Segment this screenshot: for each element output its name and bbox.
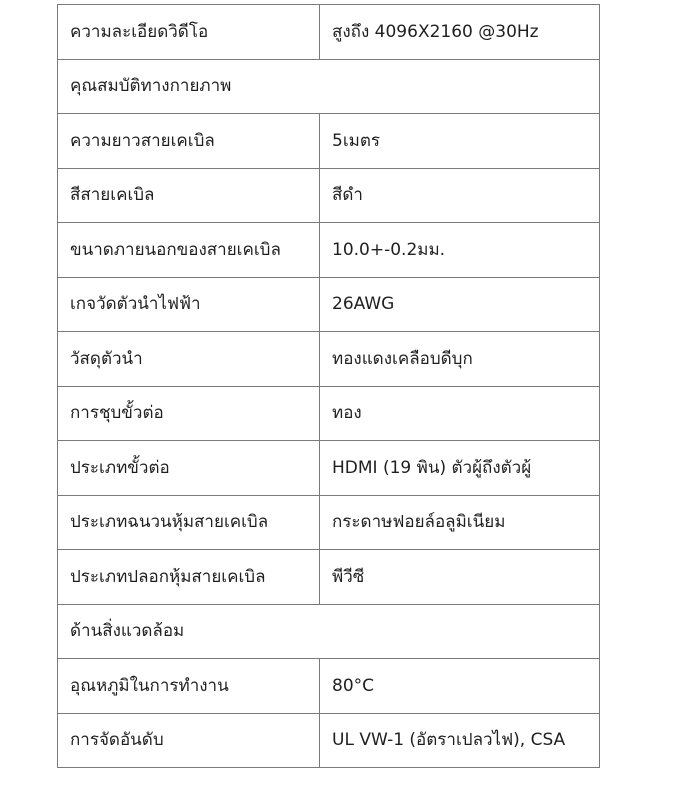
- spec-value: ทองแดงเคลือบดีบุก: [320, 332, 600, 387]
- section-heading: ด้านสิ่งแวดล้อม: [58, 604, 600, 659]
- spec-value: HDMI (19 พิน) ตัวผู้ถึงตัวผู้: [320, 441, 600, 496]
- spec-value: 5เมตร: [320, 114, 600, 169]
- table-row: [58, 168, 600, 223]
- spec-value: 10.0+-0.2มม.: [320, 223, 600, 278]
- spec-table: [57, 4, 600, 768]
- spec-value: 26AWG: [320, 277, 600, 332]
- spec-value: พีวีซี: [320, 550, 600, 605]
- spec-value: ทอง: [320, 386, 600, 441]
- section-row: [58, 604, 600, 659]
- table-row: [58, 386, 600, 441]
- spec-value: กระดาษฟอยล์อลูมิเนียม: [320, 495, 600, 550]
- spec-label: เกจวัดตัวนำไฟฟ้า: [58, 277, 320, 332]
- spec-label: การชุบขั้วต่อ: [58, 386, 320, 441]
- table-row: [58, 659, 600, 714]
- table-row: [58, 277, 600, 332]
- section-row: [58, 59, 600, 114]
- table-row: [58, 441, 600, 496]
- table-row: [58, 114, 600, 169]
- spec-label: สีสายเคเบิล: [58, 168, 320, 223]
- spec-value: UL VW-1 (อัตราเปลวไฟ), CSA: [320, 713, 600, 768]
- table-row: [58, 713, 600, 768]
- spec-value: 80°C: [320, 659, 600, 714]
- spec-value: สีดำ: [320, 168, 600, 223]
- spec-label: ประเภทปลอกหุ้มสายเคเบิล: [58, 550, 320, 605]
- table-row: [58, 550, 600, 605]
- section-heading: คุณสมบัติทางกายภาพ: [58, 59, 600, 114]
- table-row: [58, 495, 600, 550]
- table-row: [58, 223, 600, 278]
- spec-label: ประเภทขั้วต่อ: [58, 441, 320, 496]
- spec-label: วัสดุตัวนำ: [58, 332, 320, 387]
- spec-label: ประเภทฉนวนหุ้มสายเคเบิล: [58, 495, 320, 550]
- spec-label: ขนาดภายนอกของสายเคเบิล: [58, 223, 320, 278]
- spec-label: ความยาวสายเคเบิล: [58, 114, 320, 169]
- spec-label: อุณหภูมิในการทำงาน: [58, 659, 320, 714]
- spec-label: ความละเอียดวิดีโอ: [58, 5, 320, 60]
- table-row: [58, 5, 600, 60]
- table-row: [58, 332, 600, 387]
- spec-label: การจัดอันดับ: [58, 713, 320, 768]
- spec-value: สูงถึง 4096X2160 @30Hz: [320, 5, 600, 60]
